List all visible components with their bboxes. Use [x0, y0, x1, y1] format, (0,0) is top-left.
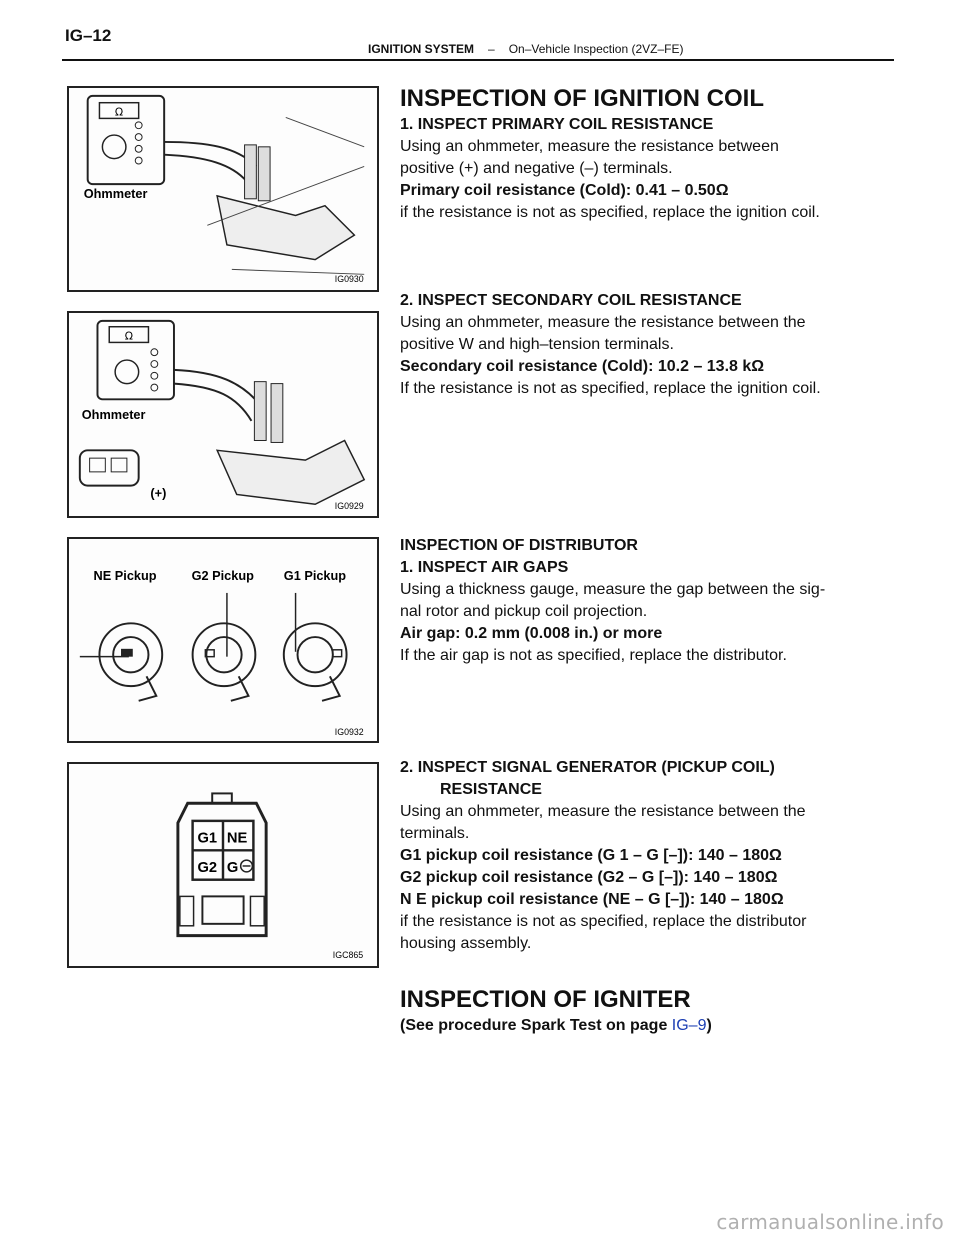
distributor-step2-title-b: RESISTANCE [440, 781, 542, 798]
figure-connector [67, 762, 379, 968]
igniter-ref-link[interactable]: IG–9 [671, 1017, 707, 1034]
svg-text:Ω: Ω [114, 105, 124, 119]
distributor-step1-spec: Air gap: 0.2 mm (0.008 in.) or more [400, 625, 663, 642]
fig2-code: IG0929 [334, 501, 364, 512]
figure-secondary-coil [67, 311, 379, 518]
fig3-ne-label: NE Pickup [93, 568, 157, 584]
fig2-terminal: (+) [150, 485, 167, 501]
distributor-step1-text-a: Using a thickness gauge, measure the gap between the sig- [400, 581, 826, 598]
fig1-label: Ohmmeter [83, 185, 148, 201]
spec-g1: G1 pickup coil resistance (G 1 – G [–]): 140 – 180Ω [400, 847, 782, 864]
watermark: carmanualsonline.info [716, 1210, 944, 1234]
page-number: IG–12 [65, 26, 112, 45]
distributor-step1-text-b: nal rotor and pickup coil projection. [400, 603, 648, 620]
header-separator: – [488, 42, 495, 56]
fig3-g1-label: G1 Pickup [283, 568, 347, 584]
coil-step1-text-a: Using an ohmmeter, measure the resistance between [400, 138, 779, 155]
spec-g2: G2 pickup coil resistance (G2 – G [–]): 140 – 180Ω [400, 869, 778, 886]
coil-step2-note: If the resistance is not as specified, replace the ignition coil. [400, 380, 821, 397]
connector-illustration [69, 764, 377, 966]
header-system: IGNITION SYSTEM [368, 42, 475, 56]
secondary-coil-illustration [69, 313, 377, 516]
coil-step1-note: if the resistance is not as specified, replace the ignition coil. [400, 204, 820, 221]
figure-primary-coil [67, 86, 379, 292]
fig4-ne: NE [226, 830, 248, 847]
fig4-g: G [226, 859, 239, 876]
distributor-step2-text-b: terminals. [400, 825, 470, 842]
fig4-g1: G1 [197, 830, 218, 847]
distributor-step1-title: 1. INSPECT AIR GAPS [400, 559, 569, 576]
distributor-note-b: housing assembly. [400, 935, 532, 952]
coil-step1-text-b: positive (+) and negative (–) terminals. [400, 160, 673, 177]
coil-step2-spec: Secondary coil resistance (Cold): 10.2 – 13.8 kΩ [400, 358, 765, 375]
section-signal-generator [400, 757, 880, 955]
fig3-code: IG0932 [334, 727, 364, 738]
primary-coil-illustration [69, 88, 377, 290]
igniter-ref-prefix: (See procedure Spark Test on page [400, 1017, 672, 1034]
coil-step2-text-a: Using an ohmmeter, measure the resistance between the [400, 314, 806, 331]
fig4-g2: G2 [197, 859, 218, 876]
figure-pickups [67, 537, 379, 743]
section-secondary-coil [400, 290, 880, 400]
section-ignition-coil [400, 84, 880, 224]
distributor-note-a: if the resistance is not as specified, replace the distributor [400, 913, 807, 930]
igniter-title: INSPECTION OF IGNITER [400, 986, 691, 1013]
distributor-step1-note: If the air gap is not as specified, replace the distributor. [400, 647, 787, 664]
fig4-code: IGC865 [332, 950, 364, 961]
header-rule [62, 59, 894, 61]
coil-step1-title: 1. INSPECT PRIMARY COIL RESISTANCE [400, 116, 714, 133]
fig3-g2-label: G2 Pickup [191, 568, 254, 584]
spec-ne: N E pickup coil resistance (NE – G [–]): 140 – 180Ω [400, 891, 784, 908]
pickups-illustration [69, 539, 377, 741]
distributor-step2-text-a: Using an ohmmeter, measure the resistance between the [400, 803, 806, 820]
svg-text:Ω: Ω [124, 329, 133, 343]
section-distributor [400, 535, 880, 667]
section-igniter [400, 985, 880, 1037]
running-header [368, 42, 683, 56]
fig2-label: Ohmmeter [81, 406, 146, 422]
header-subtitle: On–Vehicle Inspection (2VZ–FE) [508, 42, 684, 56]
coil-step2-title: 2. INSPECT SECONDARY COIL RESISTANCE [400, 292, 742, 309]
igniter-reference [400, 1015, 880, 1037]
igniter-ref-suffix: ) [706, 1017, 712, 1034]
distributor-step2-title-a: 2. INSPECT SIGNAL GENERATOR (PICKUP COIL) [400, 759, 775, 776]
coil-title: INSPECTION OF IGNITION COIL [400, 85, 765, 112]
coil-step2-text-b: positive W and high–tension terminals. [400, 336, 674, 353]
fig1-code: IG0930 [334, 274, 364, 285]
coil-step1-spec: Primary coil resistance (Cold): 0.41 – 0.50Ω [400, 182, 729, 199]
distributor-title: INSPECTION OF DISTRIBUTOR [400, 537, 638, 554]
